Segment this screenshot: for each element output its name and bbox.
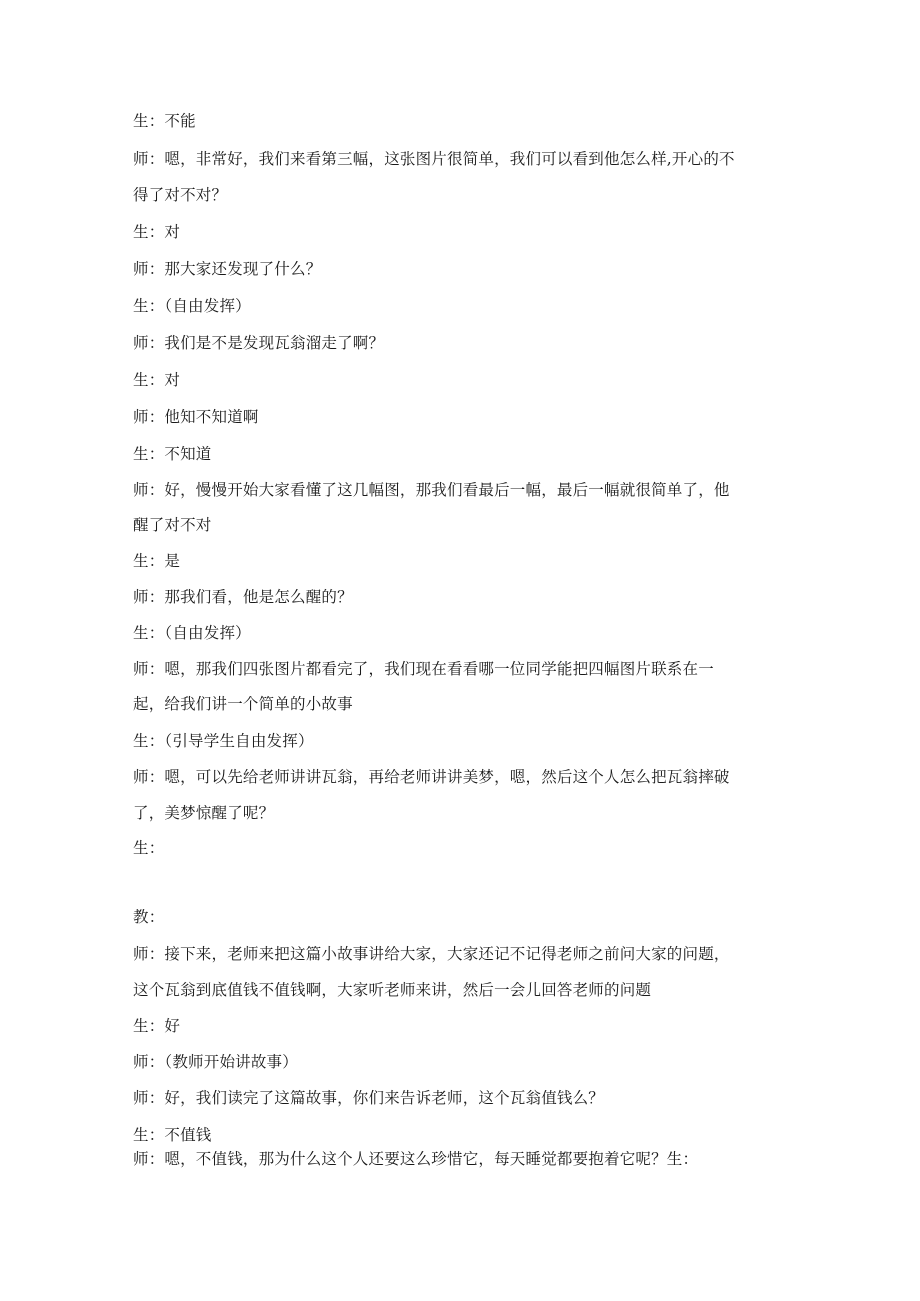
dialogue-line: 生：不能 bbox=[133, 112, 196, 130]
dialogue-line: 师：好，慢慢开始大家看懂了这几幅图，那我们看最后一幅，最后一幅就很简单了，他 bbox=[133, 481, 730, 499]
dialogue-line: 了，美梦惊醒了呢？ bbox=[133, 804, 275, 822]
dialogue-line: 生：（引导学生自由发挥） bbox=[133, 732, 314, 750]
dialogue-line: 生：对 bbox=[133, 223, 181, 241]
dialogue-line: 生：不知道 bbox=[133, 445, 212, 463]
dialogue-line: 师：嗯，不值钱，那为什么这个人还要这么珍惜它，每天睡觉都要抱着它呢？生： bbox=[133, 1150, 699, 1168]
dialogue-line: 生：（自由发挥） bbox=[133, 297, 251, 315]
dialogue-line: 师：嗯，可以先给老师讲讲瓦翁，再给老师讲讲美梦，嗯，然后这个人怎么把瓦翁摔破 bbox=[133, 768, 730, 786]
dialogue-line: 生：不值钱 bbox=[133, 1126, 212, 1144]
dialogue-line: 师：他知不知道啊 bbox=[133, 408, 259, 426]
dialogue-line: 师：接下来，老师来把这篇小故事讲给大家，大家还记不记得老师之前问大家的问题， bbox=[133, 945, 730, 963]
dialogue-line: 生：好 bbox=[133, 1017, 181, 1035]
dialogue-line: 得了对不对？ bbox=[133, 186, 228, 204]
dialogue-line: 生： bbox=[133, 839, 165, 857]
dialogue-line: 师：嗯，那我们四张图片都看完了，我们现在看看哪一位同学能把四幅图片联系在一 bbox=[133, 660, 714, 678]
dialogue-line: 生：对 bbox=[133, 371, 181, 389]
dialogue-line: 生：（自由发挥） bbox=[133, 624, 251, 642]
dialogue-line: 师：那大家还发现了什么？ bbox=[133, 260, 322, 278]
dialogue-line: 师：我们是不是发现瓦翁溜走了啊？ bbox=[133, 334, 385, 352]
dialogue-line: 醒了对不对 bbox=[133, 516, 212, 534]
dialogue-line: 师：好，我们读完了这篇故事，你们来告诉老师，这个瓦翁值钱么？ bbox=[133, 1089, 605, 1107]
dialogue-line: 这个瓦翁到底值钱不值钱啊，大家听老师来讲，然后一会儿回答老师的问题 bbox=[133, 981, 652, 999]
dialogue-line: 师：（教师开始讲故事） bbox=[133, 1053, 298, 1071]
dialogue-line: 生：是 bbox=[133, 552, 181, 570]
dialogue-line: 起，给我们讲一个简单的小故事 bbox=[133, 695, 353, 713]
dialogue-line: 师：那我们看，他是怎么醒的？ bbox=[133, 588, 353, 606]
section-label: 教： bbox=[133, 908, 165, 926]
dialogue-line: 师：嗯，非常好，我们来看第三幅，这张图片很简单，我们可以看到他怎么样,开心的不 bbox=[133, 150, 735, 168]
